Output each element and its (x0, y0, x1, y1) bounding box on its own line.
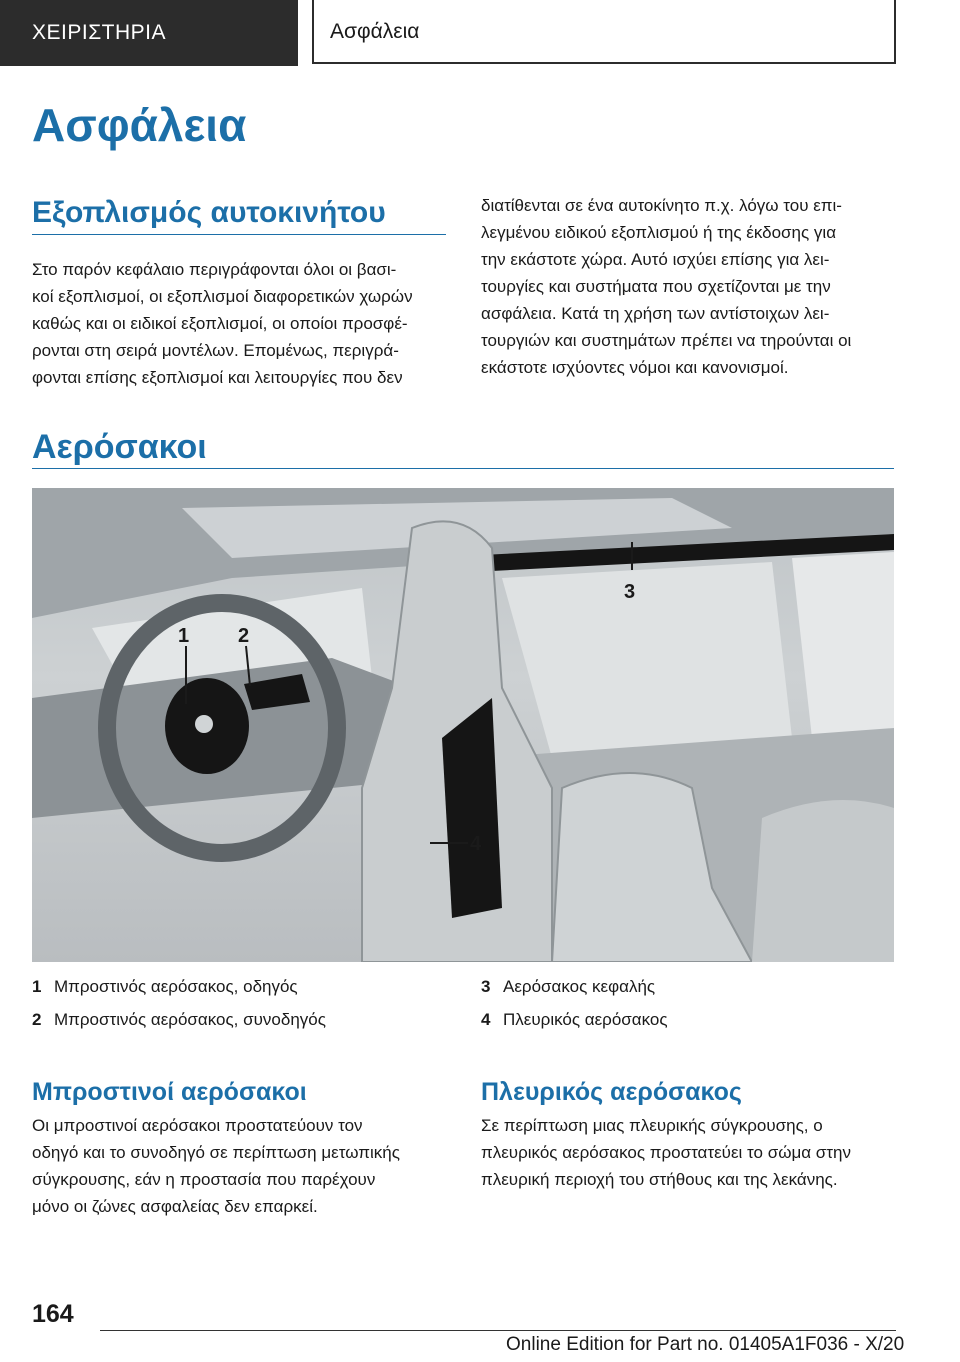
legend-number: 4 (481, 1010, 491, 1029)
legend-item (32, 1008, 326, 1032)
legend-item (32, 975, 298, 999)
text-line: εκάστοτε ισχύοντες νόμοι και κανονισμοί. (481, 358, 789, 377)
text-line: οδηγό και το συνοδηγό σε περίπτωση μετωπικής (32, 1143, 400, 1162)
text-line: πλευρική περιοχή του στήθους και της λεκάνης. (481, 1170, 838, 1189)
airbags-heading: Αερόσακοι (32, 428, 207, 466)
callout-label-2: 2 (238, 625, 250, 647)
legend-text: Μπροστινός αερόσακος, οδηγός (54, 977, 298, 996)
legend-number: 2 (32, 1010, 42, 1029)
text-line: καθώς και οι ειδικοί εξοπλισμοί, οι οποίοι προσφέ‐ (32, 314, 408, 333)
airbag-location-figure (32, 488, 894, 962)
side-window-front (502, 562, 792, 758)
text-line: ασφάλεια. Κατά τη χρήση των αντίστοιχων λει‐ (481, 304, 830, 323)
front-airbags-paragraph (32, 1112, 462, 1220)
callout-label-4: 4 (470, 833, 482, 855)
text-line: διατίθενται σε ένα αυτοκίνητο π.χ. λόγω του επι‐ (481, 196, 842, 215)
text-line: φονται επίσης εξοπλισμοί και λειτουργίες που δεν (32, 368, 403, 387)
equipment-heading-rule (32, 234, 446, 235)
footer-edition-text: Online Edition for Part no. 01405A1F036 - X/20 (506, 1334, 905, 1355)
text-line: μόνο οι ζώνες ασφαλείας δεν επαρκεί. (32, 1197, 318, 1216)
text-line: Στο παρόν κεφάλαιο περιγράφονται όλοι οι βασι‐ (32, 260, 397, 279)
callout-label-3: 3 (624, 581, 636, 603)
side-window-rear (792, 552, 894, 738)
car-interior-illustration (32, 488, 894, 962)
equipment-paragraph-right (481, 192, 901, 381)
text-line: Οι μπροστινοί αερόσακοι προστατεύουν τον (32, 1116, 363, 1135)
text-line: ρονται στη σειρά μοντέλων. Επομένως, περιγρά‐ (32, 341, 399, 360)
callout-label-1: 1 (178, 625, 190, 647)
steering-logo (195, 715, 213, 733)
text-line: πλευρικός αερόσακος προστατεύει το σώμα στην (481, 1143, 851, 1162)
text-line: σύγκρουσης, εάν η προστασία που παρέχουν (32, 1170, 376, 1189)
side-airbag-paragraph (481, 1112, 911, 1193)
legend-text: Πλευρικός αερόσακος (503, 1010, 668, 1029)
legend-item (481, 975, 655, 999)
equipment-paragraph-left (32, 256, 452, 391)
legend-number: 3 (481, 977, 491, 996)
legend-text: Μπροστινός αερόσακος, συνοδηγός (54, 1010, 326, 1029)
airbags-heading-rule (32, 468, 894, 469)
text-line: την εκάστοτε χώρα. Αυτό ισχύει επίσης για λει‐ (481, 250, 830, 269)
chapter-tab[interactable]: ΧΕΙΡΙΣΤΗΡΙΑ (0, 0, 298, 66)
page-title: Ασφάλεια (32, 99, 247, 151)
side-airbag-shape (442, 698, 502, 918)
legend-text: Αερόσακος κεφαλής (503, 977, 656, 996)
front-airbags-heading: Μπροστινοί αερόσακοι (32, 1078, 307, 1106)
section-label: Ασφάλεια (312, 0, 896, 64)
running-header (0, 0, 960, 66)
text-line: λεγμένου ειδικού εξοπλισμού ή της έκδοσης για (481, 223, 837, 242)
text-line: Σε περίπτωση μιας πλευρικής σύγκρουσης, ο (481, 1116, 823, 1135)
text-line: κοί εξοπλισμοί, οι εξοπλισμοί διαφορετικών χωρών (32, 287, 413, 306)
rear-seat (752, 800, 894, 962)
text-line: τουργίες και συστήματα που σχετίζονται με την (481, 277, 831, 296)
equipment-heading: Εξοπλισμός αυτοκινήτου (32, 196, 386, 229)
page-number: 164 (32, 1300, 74, 1328)
legend-number: 1 (32, 977, 42, 996)
legend-item (481, 1008, 668, 1032)
side-airbag-heading: Πλευρικός αερόσακος (481, 1078, 742, 1106)
footer-rule (100, 1330, 896, 1331)
text-line: τουργιών και συστημάτων πρέπει να τηρούνται οι (481, 331, 852, 350)
